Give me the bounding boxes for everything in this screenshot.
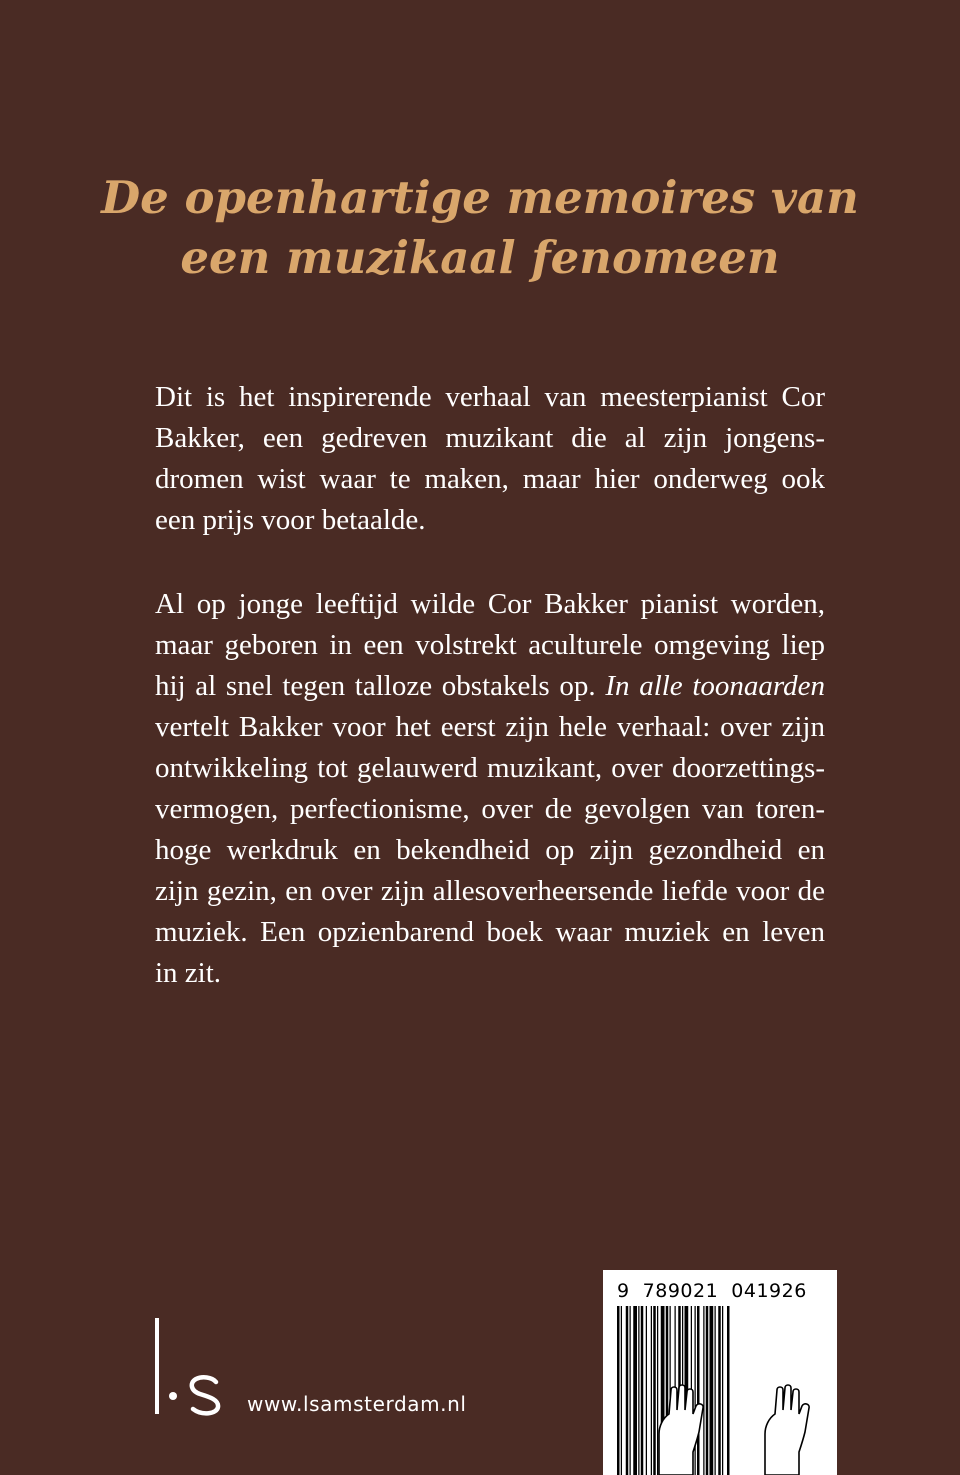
barcode-bar	[621, 1306, 622, 1475]
barcode-bar	[651, 1306, 652, 1475]
barcode-bar	[653, 1306, 656, 1475]
book-title: In alle toonaarden	[605, 670, 825, 702]
barcode-bar	[703, 1306, 704, 1475]
barcode-bar	[718, 1306, 721, 1475]
publisher-url[interactable]: www.lsamsterdam.nl	[247, 1392, 467, 1416]
barcode-bar	[633, 1306, 637, 1475]
isbn-number: 9 789021 041926	[617, 1280, 807, 1302]
barcode-bar	[722, 1306, 723, 1475]
tagline-line-2: een muzikaal fenomeen	[180, 231, 780, 284]
barcode-bar	[727, 1306, 730, 1475]
barcode-bar	[715, 1306, 716, 1475]
barcode-bar	[641, 1306, 644, 1475]
description-paragraph-1	[155, 377, 825, 541]
paragraph-2-line: in zit.	[155, 957, 222, 989]
barcode-bar	[695, 1306, 696, 1475]
paragraph-2-line: vermogen, perfectionisme, over de gevolgen van toren-	[155, 793, 825, 825]
barcode-bar	[706, 1306, 709, 1475]
barcode	[603, 1270, 837, 1475]
paragraph-1-line: Dit is het inspirerende verhaal van meesterpianist Cor	[155, 381, 825, 413]
barcode-bar	[657, 1306, 658, 1475]
ls-logo-icon	[150, 1316, 230, 1416]
paragraph-2-line: ontwikkeling tot gelauwerd muzikant, over doorzettings-	[155, 752, 825, 784]
paragraph-2-line: zijn gezin, en over zijn allesoverheersende liefde voor de	[155, 875, 825, 907]
barcode-bar	[626, 1306, 629, 1475]
paragraph-2-line: Al op jonge leeftijd wilde Cor Bakker pianist worden,	[155, 588, 825, 620]
barcode-bar	[617, 1306, 620, 1475]
paragraph-2-line: hoge werkdruk en bekendheid op zijn gezondheid en	[155, 834, 825, 866]
paragraph-2-text: hij al snel tegen talloze obstakels op.	[155, 670, 596, 702]
paragraph-2-line: vertelt Bakker voor het eerst zijn hele verhaal: over zijn	[155, 711, 825, 743]
description-paragraph-2	[155, 584, 825, 994]
barcode-bar	[638, 1306, 639, 1475]
barcode-bar	[710, 1306, 714, 1475]
barcode-bar	[646, 1306, 647, 1475]
paragraph-2-line: muziek. Een opzienbarend boek waar muziek en leven	[155, 916, 825, 948]
tagline	[0, 168, 960, 288]
barcode-bar	[697, 1306, 700, 1475]
barcode-with-hands-icon	[617, 1306, 823, 1475]
barcode-bar	[630, 1306, 631, 1475]
paragraph-2-line	[155, 666, 825, 707]
paragraph-1-line: dromen wist waar te maken, maar hier onderweg ook	[155, 463, 825, 495]
paragraph-2-line: maar geboren in een volstrekt aculturele omgeving liep	[155, 629, 825, 661]
tagline-line-1: De openhartige memoires van	[101, 171, 859, 224]
paragraph-1-line: een prijs voor betaalde.	[155, 504, 426, 536]
paragraph-1-line: Bakker, een gedreven muzikant die al zijn jongens-	[155, 422, 825, 454]
